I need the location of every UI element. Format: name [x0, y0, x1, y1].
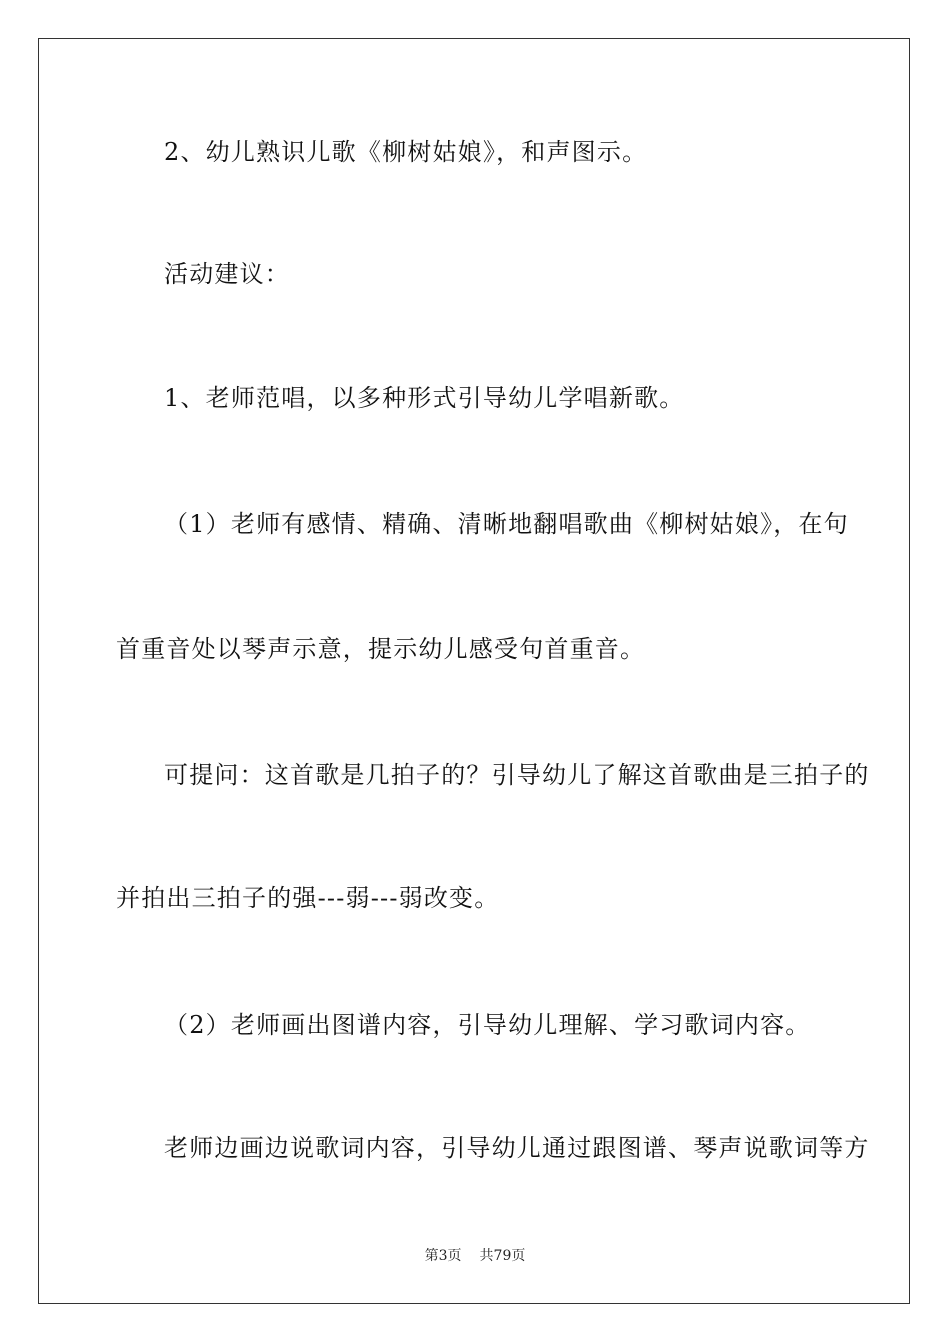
page-number: 第3页 [424, 1248, 462, 1264]
paragraph-substep-1-line2: 首重音处以琴声示意，提示幼儿感受句首重音。 [116, 635, 646, 663]
paragraph-teacher-draws: 老师边画边说歌词内容，引导幼儿通过跟图谱、琴声说歌词等方 [164, 1134, 870, 1162]
page-footer [0, 1247, 950, 1265]
paragraph-substep-2: （2）老师画出图谱内容，引导幼儿理解、学习歌词内容。 [164, 1011, 811, 1039]
paragraph-goal-2: 2、幼儿熟识儿歌《柳树姑娘》，和声图示。 [164, 138, 648, 166]
page-total: 共79页 [479, 1248, 526, 1264]
paragraph-question-line2: 并拍出三拍子的强---弱---弱改变。 [116, 884, 500, 912]
paragraph-step-1: 1、老师范唱，以多种形式引导幼儿学唱新歌。 [164, 384, 685, 412]
paragraph-substep-1-line1: （1）老师有感情、精确、清晰地翻唱歌曲《柳树姑娘》，在句 [164, 510, 849, 538]
paragraph-question-line1: 可提问：这首歌是几拍子的？引导幼儿了解这首歌曲是三拍子的 [164, 761, 870, 789]
page-border [38, 38, 910, 1304]
paragraph-activity-heading: 活动建议： [164, 260, 290, 288]
